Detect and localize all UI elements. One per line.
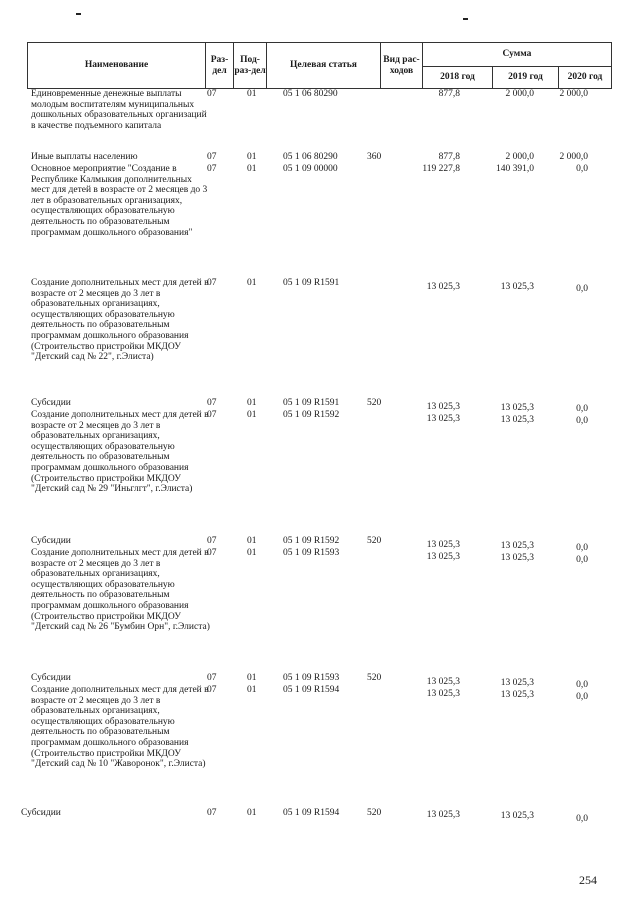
row-razdel: 07 (207, 89, 217, 99)
row-podrazdel: 01 (247, 685, 257, 695)
row-razdel: 07 (207, 673, 217, 683)
row-razdel: 07 (207, 685, 217, 695)
row-sum-2018: 13 025,3 (426, 414, 460, 424)
row-sum-2020: 0,0 (576, 416, 588, 426)
row-podrazdel: 01 (247, 398, 257, 408)
row-name: Субсидии (21, 808, 61, 818)
row-podrazdel: 01 (247, 673, 257, 683)
row-sum-2019: 13 025,3 (500, 415, 534, 425)
row-podrazdel: 01 (247, 536, 257, 546)
row-sum-2019: 13 025,3 (500, 282, 534, 292)
row-name: Иные выплаты населению (31, 152, 138, 162)
row-celevaya-statya: 05 1 09 R1591 (283, 278, 340, 288)
row-celevaya-statya: 05 1 09 R1591 (283, 398, 340, 408)
row-sum-2019: 2 000,0 (505, 152, 534, 162)
row-sum-2018: 13 025,3 (426, 689, 460, 699)
row-name: Основное мероприятие "Создание в Республике Калмыкия дополнительных мест для детей в возрасте от 2 месяцев до 3 лет в образовательных организациях, осуществляющих образовательную деятельность по образовательным программам дошкольного образования" (31, 164, 208, 238)
row-name: Субсидии (31, 536, 71, 546)
row-sum-2018: 13 025,3 (426, 282, 460, 292)
row-sum-2019: 13 025,3 (500, 541, 534, 551)
row-razdel: 07 (207, 164, 217, 174)
row-sum-2020: 0,0 (576, 284, 588, 294)
header-year-2020: 2020 год (567, 72, 603, 82)
row-sum-2019: 13 025,3 (500, 811, 534, 821)
row-celevaya-statya: 05 1 09 00000 (283, 164, 338, 174)
row-sum-2019: 13 025,3 (500, 403, 534, 413)
row-razdel: 07 (207, 536, 217, 546)
header-podrazdel: Под-раз-дел (234, 43, 267, 88)
row-sum-2018: 13 025,3 (426, 810, 460, 820)
row-celevaya-statya: 05 1 09 R1593 (283, 673, 340, 683)
header-vid-rashodov: Вид рас-ходов (381, 43, 423, 88)
row-sum-2018: 877,8 (438, 152, 460, 162)
row-name: Создание дополнительных мест для детей в возрасте от 2 месяцев до 3 лет в образовательных организациях, осуществляющих образовательную деятельность по образовательным программам дошкольного образования (Строительство пристройки МКДОУ "Детский сад № 29 "Иньглгт", г.Элиста) (31, 410, 209, 495)
row-vid-rashodov: 520 (367, 808, 382, 818)
row-name: Создание дополнительных мест для детей в возрасте от 2 месяцев до 3 лет в образовательных организациях, осуществляющих образовательную деятельность по образовательным программам дошкольного образования (Строительство пристройки МКДОУ "Детский сад № 26 "Бумбин Орн", г.Элиста) (31, 548, 210, 633)
row-name: Создание дополнительных мест для детей в возрасте от 2 месяцев до 3 лет в образовательных организациях, осуществляющих образовательную деятельность по образовательным программам дошкольного образования (Строительство пристройки МКДОУ "Детский сад № 22", г.Элиста) (31, 278, 209, 363)
row-sum-2019: 140 391,0 (496, 164, 534, 174)
row-sum-2020: 0,0 (576, 555, 588, 565)
header-name: Наименование (28, 43, 206, 88)
header-year-2019: 2019 год (493, 67, 559, 88)
row-sum-2020: 2 000,0 (559, 152, 588, 162)
row-celevaya-statya: 05 1 06 80290 (283, 89, 338, 99)
row-razdel: 07 (207, 548, 217, 558)
row-podrazdel: 01 (247, 152, 257, 162)
row-sum-2020: 0,0 (576, 404, 588, 414)
row-sum-2019: 2 000,0 (505, 89, 534, 99)
row-sum-2018: 13 025,3 (426, 540, 460, 550)
row-podrazdel: 01 (247, 164, 257, 174)
row-sum-2020: 0,0 (576, 814, 588, 824)
row-name: Субсидии (31, 673, 71, 683)
row-sum-2020: 2 000,0 (559, 89, 588, 99)
row-name: Единовременные денежные выплаты молодым воспитателям муниципальных дошкольных образовательных организаций в качестве подъемного капитала (31, 89, 207, 131)
row-sum-2018: 13 025,3 (426, 402, 460, 412)
row-sum-2018: 13 025,3 (426, 677, 460, 687)
row-razdel: 07 (207, 410, 217, 420)
header-celevaya-statya: Целевая статья (267, 43, 381, 88)
row-vid-rashodov: 360 (367, 152, 382, 162)
row-celevaya-statya: 05 1 09 R1594 (283, 808, 340, 818)
row-sum-2018: 877,8 (438, 89, 460, 99)
row-celevaya-statya: 05 1 09 R1593 (283, 548, 340, 558)
row-sum-2018: 119 227,8 (422, 164, 460, 174)
row-sum-2019: 13 025,3 (500, 690, 534, 700)
row-vid-rashodov: 520 (367, 398, 382, 408)
row-sum-2018: 13 025,3 (426, 552, 460, 562)
row-celevaya-statya: 05 1 09 R1592 (283, 536, 340, 546)
row-podrazdel: 01 (247, 278, 257, 288)
row-vid-rashodov: 520 (367, 536, 382, 546)
row-razdel: 07 (207, 152, 217, 162)
row-sum-2020: 0,0 (576, 543, 588, 553)
row-name: Субсидии (31, 398, 71, 408)
table-header (27, 42, 612, 89)
row-razdel: 07 (207, 808, 217, 818)
row-razdel: 07 (207, 278, 217, 288)
row-sum-2020: 0,0 (576, 680, 588, 690)
header-year-2018: 2018 год (423, 67, 493, 88)
row-sum-2019: 13 025,3 (500, 678, 534, 688)
row-podrazdel: 01 (247, 410, 257, 420)
page-number: 254 (579, 873, 597, 887)
header-razdel: Раз-дел (206, 43, 234, 88)
row-celevaya-statya: 05 1 06 80290 (283, 152, 338, 162)
row-sum-2019: 13 025,3 (500, 553, 534, 563)
row-podrazdel: 01 (247, 89, 257, 99)
row-name: Создание дополнительных мест для детей в возрасте от 2 месяцев до 3 лет в образовательных организациях, осуществляющих образовательную деятельность по образовательным программам дошкольного образования (Строительство пристройки МКДОУ "Детский сад № 10 "Жаворонок", г.Элиста) (31, 685, 209, 770)
row-podrazdel: 01 (247, 548, 257, 558)
row-celevaya-statya: 05 1 09 R1592 (283, 410, 340, 420)
scan-mark (463, 18, 468, 20)
row-razdel: 07 (207, 398, 217, 408)
row-sum-2020: 0,0 (576, 692, 588, 702)
header-summa: Сумма (423, 43, 611, 67)
scan-mark (76, 13, 81, 15)
row-podrazdel: 01 (247, 808, 257, 818)
row-celevaya-statya: 05 1 09 R1594 (283, 685, 340, 695)
row-vid-rashodov: 520 (367, 673, 382, 683)
row-sum-2020: 0,0 (576, 164, 588, 174)
